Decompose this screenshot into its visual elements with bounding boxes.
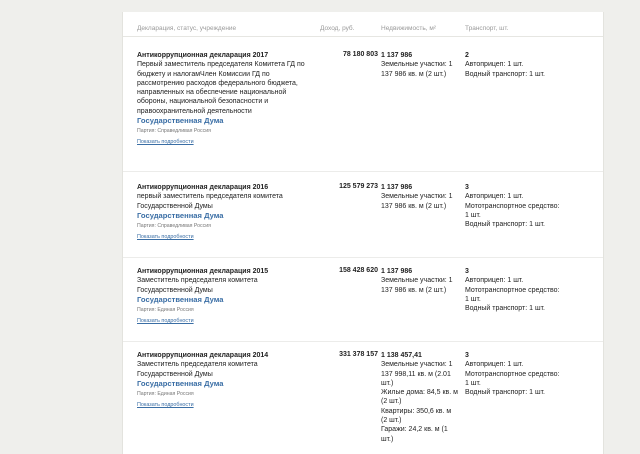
row-divider [123,257,603,258]
declaration-cell [137,267,307,325]
property-line: Жилые дома: 84,5 кв. м (2 шт.) [381,389,458,406]
position-description: Первый заместитель председателя Комитета ГД по бюджету и налогамЧлен Комиссии ГД по рассмотрению расходов федерального бюджета, направленных на обеспечение национальной обороны, национальной безопасности и правоохранительной деятельности [137,61,305,115]
transport-total: 2 [465,52,469,59]
property-line: Земельные участки: 1 137 998,11 кв. м (2.01 шт.) [381,361,453,387]
transport-line: Автоприцеп: 1 шт. [465,193,524,201]
declaration-cell [137,51,307,146]
transport-line: Мототранспортное средство: 1 шт. [465,202,560,219]
income-value: 158 428 620 [339,267,378,274]
header-declaration: Декларация, статус, учреждение [137,25,237,32]
transport-total: 3 [465,268,469,275]
declaration-title: Антикоррупционная декларация 2017 [137,52,269,59]
property-total: 1 137 986 [381,268,413,275]
declaration-title: Антикоррупционная декларация 2015 [137,268,269,275]
show-details-link[interactable]: Показать подробности [137,233,194,240]
party-label: Партия: Единая Россия [137,306,194,313]
header-transport: Транспорт, шт. [465,25,509,32]
transport-total: 3 [465,184,469,191]
property-line: Земельные участки: 1 137 986 кв. м (2 шт.) [381,277,453,294]
property-line: Квартиры: 350,6 кв. м (2 шт.) [381,407,452,425]
header-property: Недвижимость, м² [381,25,436,32]
party-label: Партия: Единая Россия [137,390,194,397]
organization-name: Государственная Дума [137,294,224,304]
transport-line: Водный транспорт: 1 шт. [465,389,545,397]
property-cell [381,51,459,79]
income-value: 78 180 803 [342,51,378,58]
transport-line: Водный транспорт: 1 шт. [465,305,545,313]
party-label: Партия: Справедливая Россия [137,222,211,229]
declaration-title: Антикоррупционная декларация 2014 [137,352,269,359]
transport-cell [465,51,561,79]
transport-total: 3 [465,352,469,359]
position-description: первый заместитель председателя комитета Государственной Думы [137,193,283,210]
header-income: Доход, руб. [320,25,355,32]
declaration-title: Антикоррупционная декларация 2016 [137,184,269,191]
transport-line: Мототранспортное средство: 1 шт. [465,370,560,387]
transport-cell [465,183,561,229]
transport-line: Автоприцеп: 1 шт. [465,61,524,69]
table-header [123,12,603,37]
property-total: 1 137 986 [381,184,413,191]
show-details-link[interactable]: Показать подробности [137,317,194,324]
transport-line: Водный транспорт: 1 шт. [465,221,545,229]
organization-name: Государственная Дума [137,116,224,126]
transport-cell [465,351,561,397]
transport-line: Водный транспорт: 1 шт. [465,70,545,78]
income-value: 331 378 157 [339,351,378,358]
organization-name: Государственная Дума [137,210,224,220]
property-total: 1 138 457,41 [381,352,422,359]
party-label: Партия: Справедливая Россия [137,128,211,135]
transport-line: Автоприцеп: 1 шт. [465,277,524,285]
declaration-cell [137,351,307,409]
income-value: 125 579 273 [339,183,378,190]
row-divider [123,171,603,172]
property-cell [381,351,459,444]
position-description: Заместитель председателя комитета Государственной Думы [137,277,258,294]
property-line: Земельные участки: 1 137 986 кв. м (2 шт.) [381,61,453,78]
transport-line: Мототранспортное средство: 1 шт. [465,286,560,303]
row-divider [123,341,603,342]
organization-name: Государственная Дума [137,378,224,388]
property-line: Гаражи: 24,2 кв. м (1 шт.) [381,426,448,443]
property-cell [381,183,459,211]
position-description: Заместитель председателя комитета Государственной Думы [137,361,258,378]
transport-line: Автоприцеп: 1 шт. [465,361,524,369]
property-line: Земельные участки: 1 137 986 кв. м (2 шт.) [381,193,453,210]
show-details-link[interactable]: Показать подробности [137,139,194,146]
property-total: 1 137 986 [381,52,413,59]
show-details-link[interactable]: Показать подробности [137,401,194,408]
declarations-panel [122,12,604,454]
declaration-cell [137,183,307,241]
transport-cell [465,267,561,313]
property-cell [381,267,459,295]
